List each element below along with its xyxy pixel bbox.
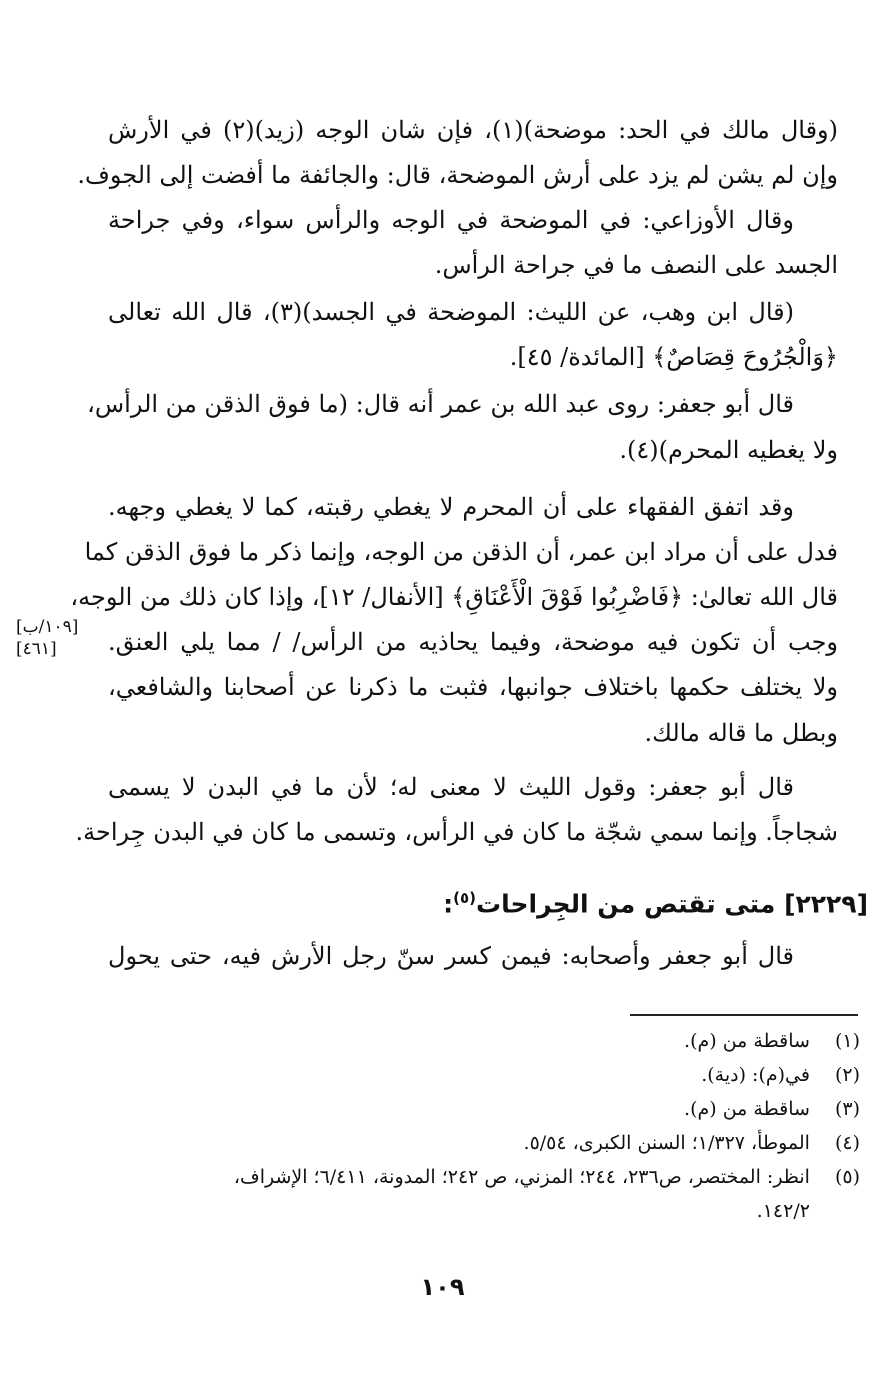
- footnote-number: (١): [834, 1030, 860, 1052]
- page-number: ١٠٩: [420, 1273, 465, 1301]
- footnote-text: ١٤٢/٢.: [756, 1200, 810, 1222]
- text-line: وقد اتفق الفقهاء على أن المحرم لا يغطي رقبته، كما لا يغطي وجهه.: [108, 493, 794, 521]
- footnote: [108, 1126, 860, 1160]
- text-line: فدل على أن مراد ابن عمر، أن الذقن من الوجه، وإنما ذكر ما فوق الذقن كما: [84, 538, 838, 566]
- footnote-text: الموطأ، ١/٣٢٧؛ السنن الكبرى، ٥/٥٤.: [523, 1132, 810, 1154]
- section-number: [٢٢٢٩]: [784, 889, 868, 919]
- text-line: الجسد على النصف ما في جراحة الرأس.: [434, 251, 838, 279]
- footnote-number: (٤): [834, 1132, 860, 1154]
- text-line: وجب أن تكون فيه موضحة، وفيما يحاذيه من الرأس/ / مما يلي العنق.: [108, 628, 838, 656]
- text-line: وإن لم يشن لم يزد على أرش الموضحة، قال: والجائفة ما أفضت إلى الجوف.: [77, 161, 838, 189]
- margin-page-marker: [٤٦١]: [16, 639, 57, 659]
- footnote-number: (٢): [834, 1064, 860, 1086]
- margin-folio-marker: [١٠٩/ب]: [16, 617, 79, 637]
- text-line: قال أبو جعفر: روى عبد الله بن عمر أنه قال: (ما فوق الذقن من الرأس،: [87, 390, 794, 418]
- footnote-text: ساقطة من (م).: [684, 1098, 810, 1120]
- heading-colon: :: [443, 889, 454, 919]
- section-title: متى تقتص من الجِراحات: [475, 889, 776, 919]
- footnote-number: (٣): [834, 1098, 860, 1120]
- text-line: وبطل ما قاله مالك.: [644, 719, 838, 747]
- footnote-separator: [630, 1014, 858, 1016]
- text-line: قال أبو جعفر: وقول الليث لا معنى له؛ لأن ما في البدن لا يسمى: [108, 773, 794, 801]
- text-line: قال أبو جعفر وأصحابه: فيمن كسر سنّ رجل الأرش فيه، حتى يحول: [108, 942, 794, 970]
- text-line: ولا يختلف حكمها باختلاف جوانبها، فثبت ما ذكرنا عن أصحابنا والشافعي،: [108, 673, 838, 701]
- text-line: وقال الأوزاعي: في الموضحة في الوجه والرأس سواء، وفي جراحة: [108, 206, 794, 234]
- text-line: شجاجاً. وإنما سمي شجّة ما كان في الرأس، وتسمى ما كان في البدن جِراحة.: [75, 818, 838, 846]
- footnote-text: انظر: المختصر، ص٢٣٦، ٢٤٤؛ المزني، ص ٢٤٢؛ المدونة، ٦/٤١١؛ الإشراف،: [233, 1166, 810, 1188]
- footnote: [108, 1194, 860, 1228]
- footnote: [108, 1058, 860, 1092]
- footnote: [108, 1024, 860, 1058]
- quran-verse-line: ﴿وَالْجُرُوحَ قِصَاصٌ﴾ [المائدة/ ٤٥].: [509, 343, 838, 371]
- text-line: قال الله تعالىٰ: ﴿فَاضْرِبُوا فَوْقَ الْأَعْنَاقِ﴾ [الأنفال/ ١٢]، وإذا كان ذلك من الوجه،: [70, 583, 838, 611]
- section-heading: [108, 876, 868, 926]
- text-line: (قال ابن وهب، عن الليث: الموضحة في الجسد)(٣)، قال الله تعالى: [108, 298, 794, 326]
- text-line: ولا يغطيه المحرم)(٤).: [619, 436, 838, 464]
- text-line: (وقال مالك في الحد: موضحة)(١)، فإن شان الوجه (زيد)(٢) في الأرش: [108, 116, 838, 144]
- footnote: [108, 1160, 860, 1194]
- footnote-text: ساقطة من (م).: [684, 1030, 810, 1052]
- footnote-number: (٥): [834, 1166, 860, 1188]
- footnote-text: في(م): (دية).: [701, 1064, 810, 1086]
- footnote: [108, 1092, 860, 1126]
- footnote-ref: (٥): [453, 889, 476, 907]
